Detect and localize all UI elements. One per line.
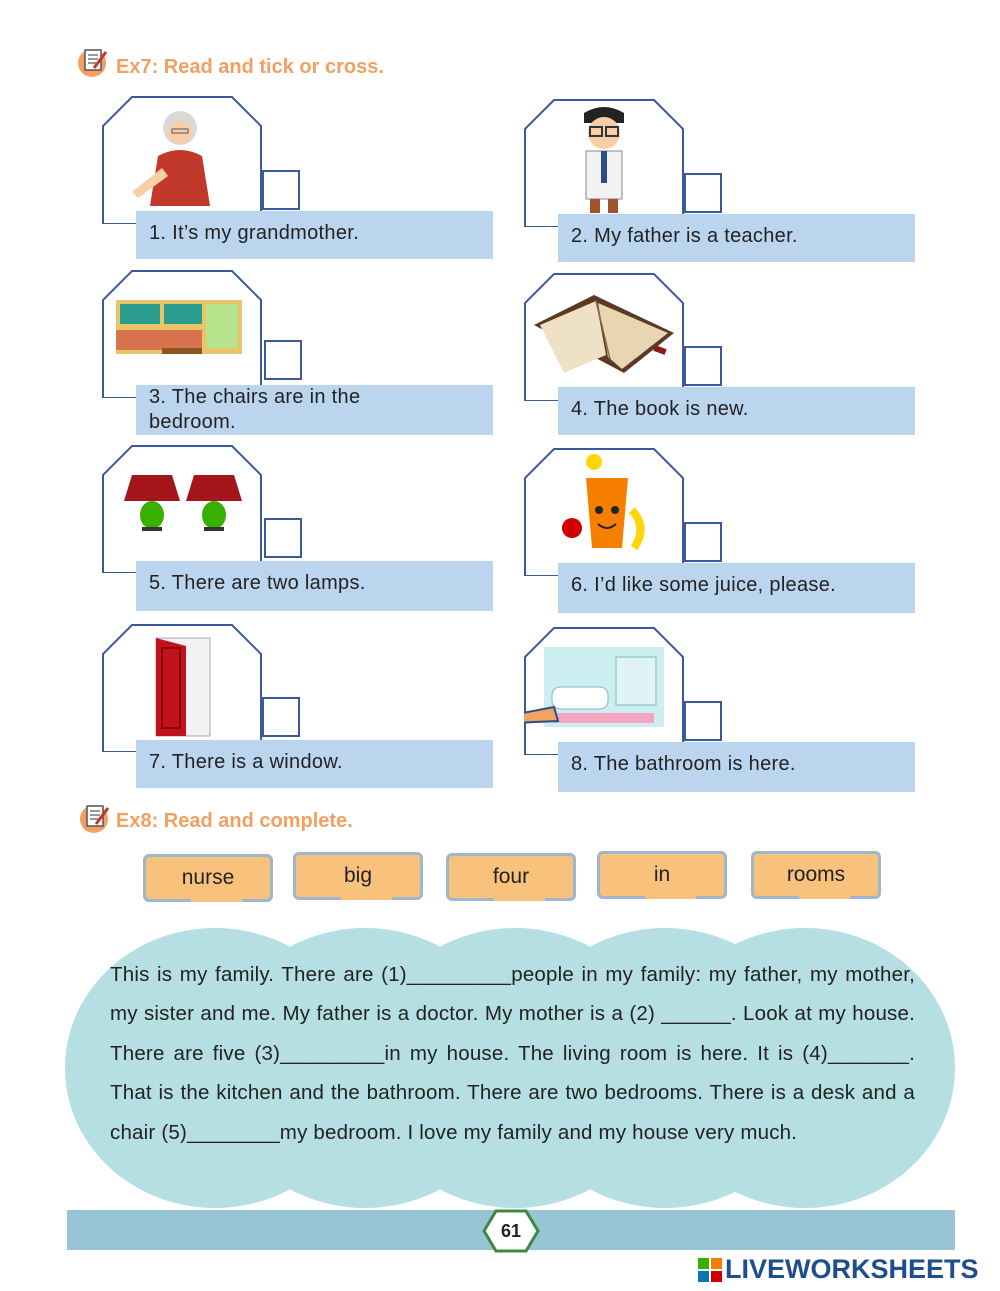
word-box-rooms[interactable]: rooms [751,851,881,899]
tick-box-7[interactable] [262,697,300,737]
picture-frame-2 [524,99,684,227]
picture-frame-4 [524,273,684,401]
teacher-picture [584,107,624,213]
tick-box-4[interactable] [684,346,722,386]
caption-6: 6. I’d like some juice, please. [558,563,915,613]
picture-frame-7 [102,624,262,752]
liveworksheets-logo-icon [698,1258,722,1282]
caption-8: 8. The bathroom is here. [558,742,915,792]
word-box-four[interactable]: four [446,853,576,901]
tick-box-8[interactable] [684,701,722,741]
picture-frame-1 [102,96,262,224]
tick-box-6[interactable] [684,522,722,562]
caption-4: 4. The book is new. [558,387,915,435]
picture-frame-3 [102,270,262,398]
word-box-big[interactable]: big [293,852,423,900]
tick-box-1[interactable] [262,170,300,210]
caption-1: 1. It’s my grandmother. [136,211,493,259]
door-picture [156,638,210,736]
tick-box-2[interactable] [684,173,722,213]
notepad-icon [76,44,110,78]
picture-frame-5 [102,445,262,573]
bathroom-picture [524,647,664,727]
picture-frame-8 [524,627,684,755]
word-box-nurse[interactable]: nurse [143,854,273,902]
caption-2: 2. My father is a teacher. [558,214,915,262]
tick-box-3[interactable] [264,340,302,380]
caption-3: 3. The chairs are in the bedroom. [136,385,493,435]
passage-text: This is my family. There are (1)_________people in my family: my father, my mother, my sister and me. My father is a doctor. My mother is a (2) ______. Look at my house. There are five (3)_________in my house. The living room is here. It is (4)_______. That is the kitchen and the bathroom. There are two bedrooms. There is a desk and a chair (5)________my bedroom. I love my family and my house very much. [110,963,915,1144]
caption-5: 5. There are two lamps. [136,561,493,611]
caption-7: 7. There is a window. [136,740,493,788]
notepad-icon [78,800,112,834]
kitchen-picture [116,300,242,354]
word-box-in[interactable]: in [597,851,727,899]
ex7-title: Ex7: Read and tick or cross. [116,56,384,78]
tick-box-5[interactable] [264,518,302,558]
brand-name[interactable]: LIVEWORKSHEETS [725,1254,979,1284]
picture-frame-6 [524,448,684,576]
ex8-title: Ex8: Read and complete. [116,810,353,832]
page-number: 61 [500,1221,522,1241]
